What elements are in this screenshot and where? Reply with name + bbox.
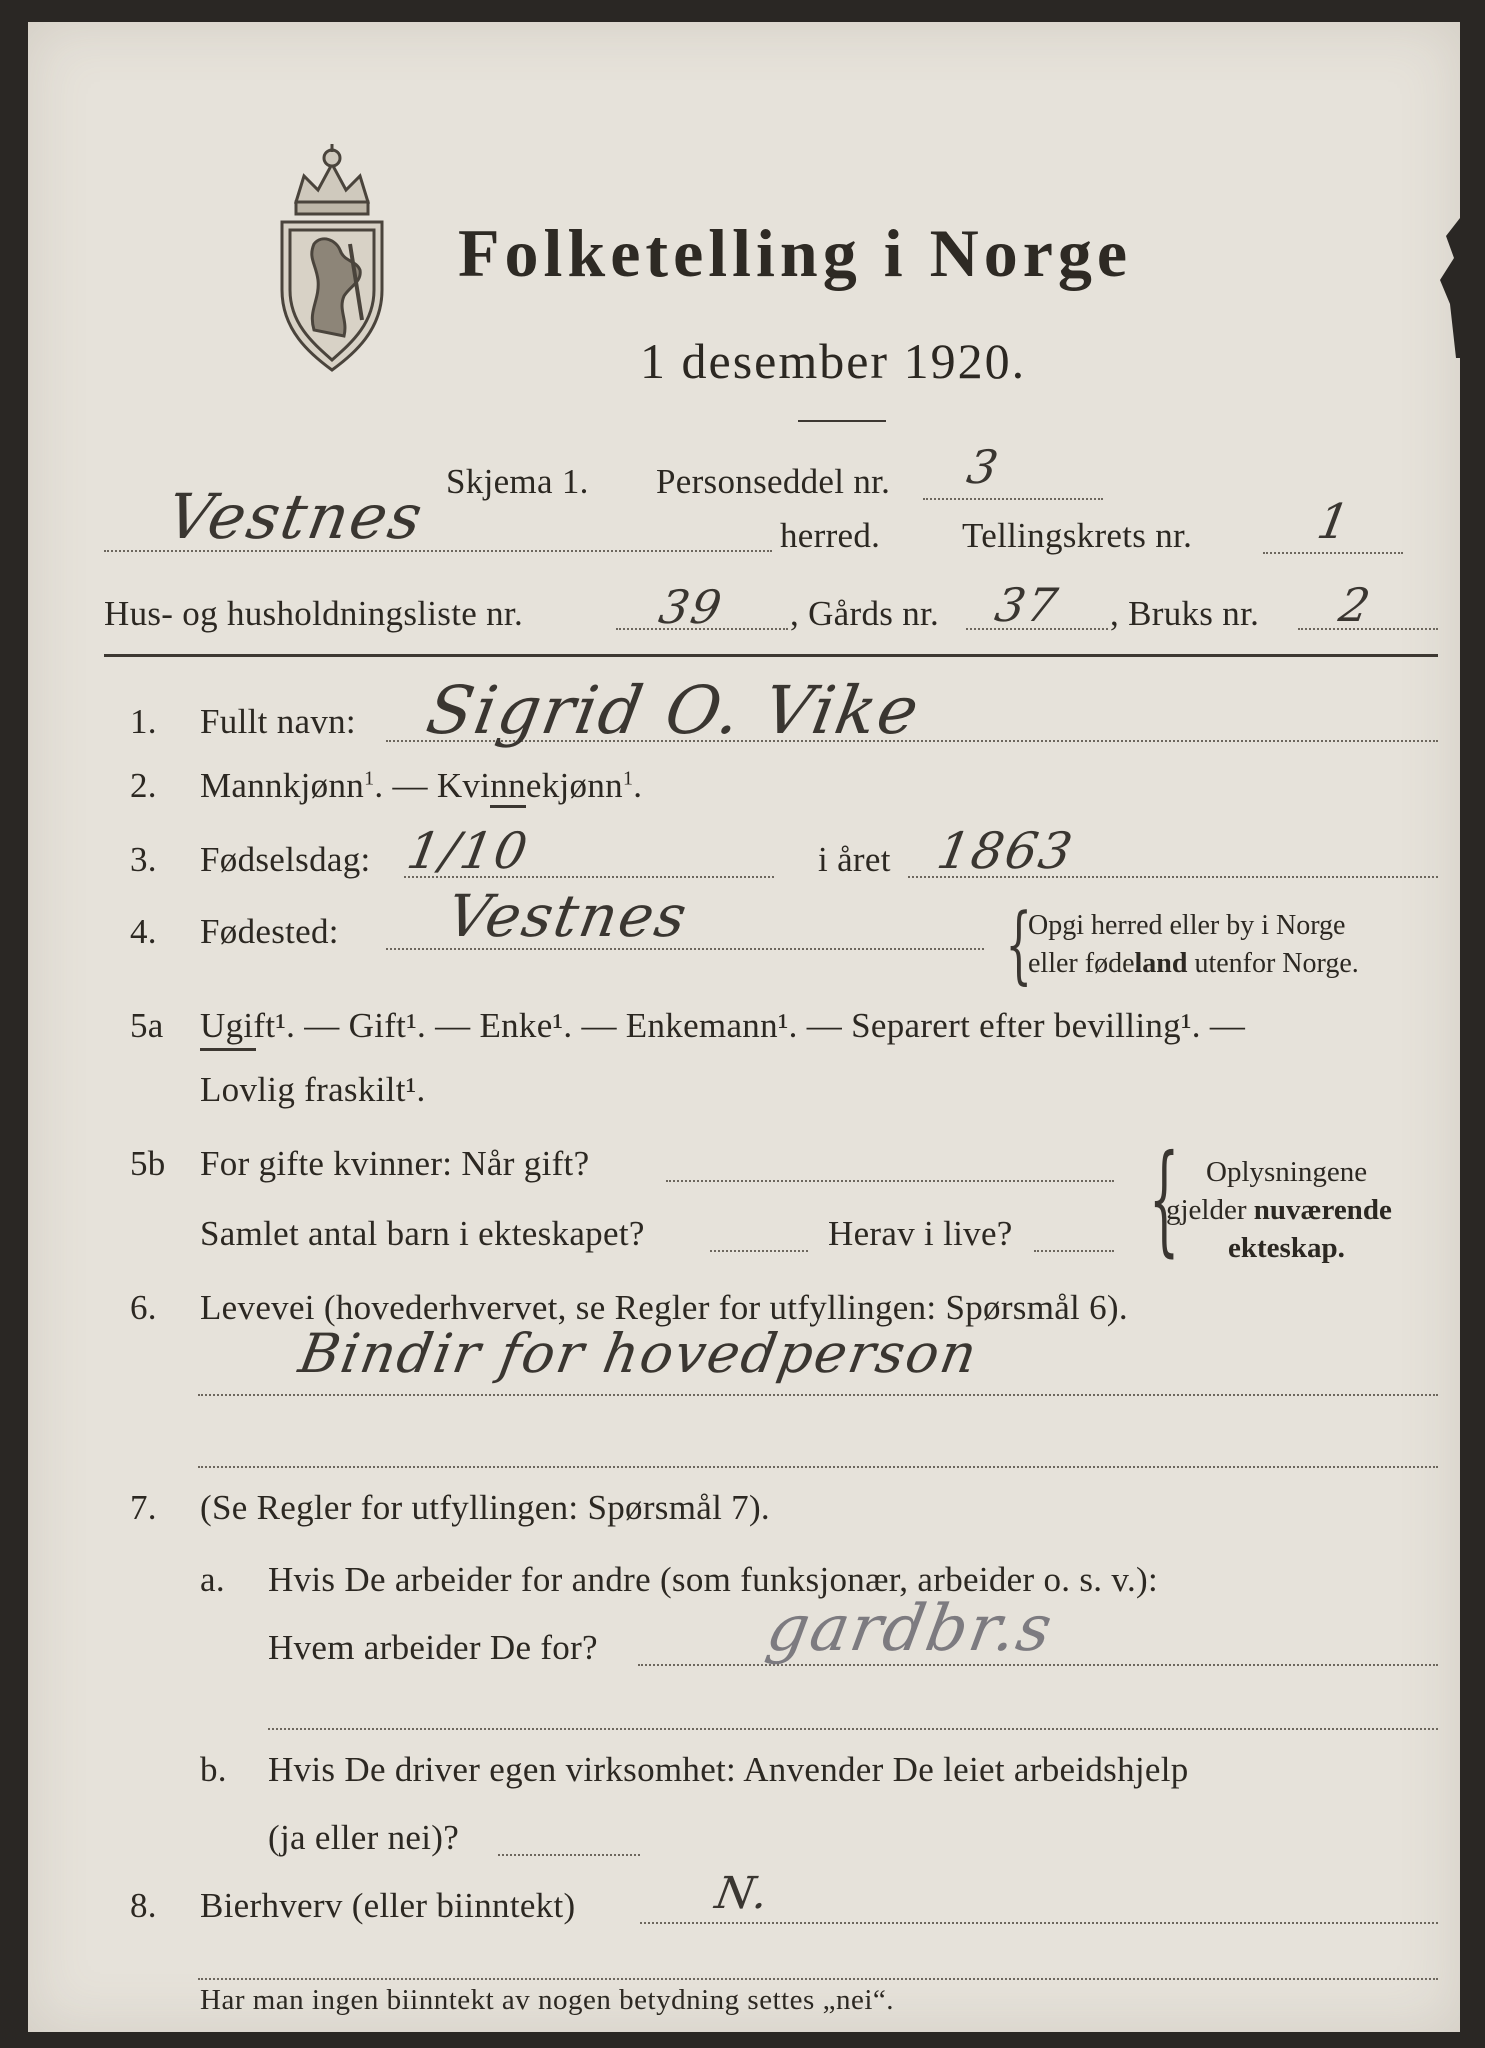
birthdate-value[interactable]: 1/10 [402,822,534,880]
title-divider [798,420,886,422]
bruks-value[interactable]: 2 [1335,578,1377,632]
gender-male: Mannkjønn [200,766,365,805]
q5b-number: 5b [130,1144,166,1183]
q7a-letter: a. [200,1560,225,1599]
personseddel-label: Personseddel nr. [656,462,891,501]
tellingskrets-line [1263,552,1403,554]
form-title: Folketelling i Norge [458,215,1133,291]
marriage-note-2: gjelder nuværende [1166,1194,1392,1226]
torn-edge [1426,218,1460,358]
bruks-label: , Bruks nr. [1110,594,1260,633]
marital-status-mark [200,1048,256,1051]
children-total-line [710,1250,808,1252]
birthplace-brace: { [1005,895,1033,993]
employer-line-2 [268,1728,1438,1730]
q8-number: 8. [130,1886,157,1925]
schema-label: Skjema 1. [446,462,589,501]
q7a-line1: Hvis De arbeider for andre (som funksjonær, arbeider o. s. v.): [268,1560,1158,1599]
side-income-line [640,1922,1438,1924]
hired-help-line [498,1854,640,1856]
husliste-value[interactable]: 39 [655,580,728,634]
when-married-label: For gifte kvinner: Når gift? [200,1144,590,1183]
census-form-page [28,22,1460,2032]
herred-label: herred. [780,516,881,555]
census-date: 1 desember 1920. [640,333,1027,389]
occupation-line-2 [198,1466,1438,1468]
children-alive-label: Herav i live? [828,1214,1013,1253]
footer-note: Har man ingen biinntekt av nogen betydning settes „nei“. [200,1984,895,2016]
norwegian-coat-of-arms-icon [274,140,390,378]
marriage-note-3: ekteskap. [1228,1232,1345,1264]
q3-number: 3. [130,840,157,879]
q3-label: Fødselsdag: [200,840,371,879]
full-name-value[interactable]: Sigrid O. Vike [421,672,927,749]
occupation-label: Levevei (hovederhvervet, se Regler for utfyllingen: Spørsmål 6). [200,1288,1128,1327]
marital-status-options: Ugift¹. — Gift¹. — Enke¹. — Enkemann¹. — Separert efter bevilling¹. — [200,1006,1246,1045]
occupation-value[interactable]: Bindir for hovedperson [294,1322,984,1385]
children-total-label: Samlet antal barn i ekteskapet? [200,1214,645,1253]
q4-label: Fødested: [200,912,339,951]
q7-label: (Se Regler for utfyllingen: Spørsmål 7). [200,1488,770,1527]
tellingskrets-label: Tellingskrets nr. [962,516,1193,555]
birthyear-value[interactable]: 1863 [932,822,1079,880]
gender-options: Mannkjønn$^1$. — Kvinnekjønn$^1$. [200,766,642,806]
q2-number: 2. [130,766,157,805]
gender-female-marked: nn [490,766,526,808]
when-married-line [666,1180,1114,1182]
q7b-line1: Hvis De driver egen virksomhet: Anvender De leiet arbeidshjelp [268,1750,1189,1789]
marital-status-options-2: Lovlig fraskilt¹. [200,1070,426,1109]
q4-number: 4. [130,912,157,951]
herred-value[interactable]: Vestnes [161,480,430,553]
side-income-value[interactable]: N. [711,1868,775,1919]
occupation-line-1 [198,1394,1438,1396]
q1-label: Fullt navn: [200,702,356,741]
hired-help-label: (ja eller nei)? [268,1818,460,1857]
children-alive-line [1034,1250,1114,1252]
marriage-note-1: Oplysningene [1206,1156,1368,1188]
header-divider [104,654,1438,657]
bruks-line [1298,628,1438,630]
birthplace-note-line1: Opgi herred eller by i Norge [1028,910,1346,941]
birthplace-value[interactable]: Vestnes [442,882,694,950]
birthplace-note-line2: eller fødeland utenfor Norge. [1028,948,1359,979]
personseddel-value[interactable]: 3 [963,440,1005,494]
gards-label: , Gårds nr. [790,594,940,633]
q1-number: 1. [130,702,157,741]
husliste-label: Hus- og husholdningsliste nr. [104,594,523,633]
marriage-brace: { [1148,1130,1180,1269]
birthyear-label: i året [818,840,891,879]
q6-number: 6. [130,1288,157,1327]
q7b-letter: b. [200,1750,227,1789]
side-income-line-2 [198,1978,1438,1980]
employer-label: Hvem arbeider De for? [268,1628,598,1667]
tellingskrets-value[interactable]: 1 [1313,494,1356,550]
q5a-number: 5a [130,1006,164,1045]
side-income-label: Bierhverv (eller biinntekt) [200,1886,576,1925]
q7-number: 7. [130,1488,157,1527]
gender-female: Kvinnekjønn [437,766,623,808]
employer-value[interactable]: gardbr.s [761,1592,1059,1666]
personseddel-line [923,498,1103,500]
gards-value[interactable]: 37 [991,578,1064,632]
